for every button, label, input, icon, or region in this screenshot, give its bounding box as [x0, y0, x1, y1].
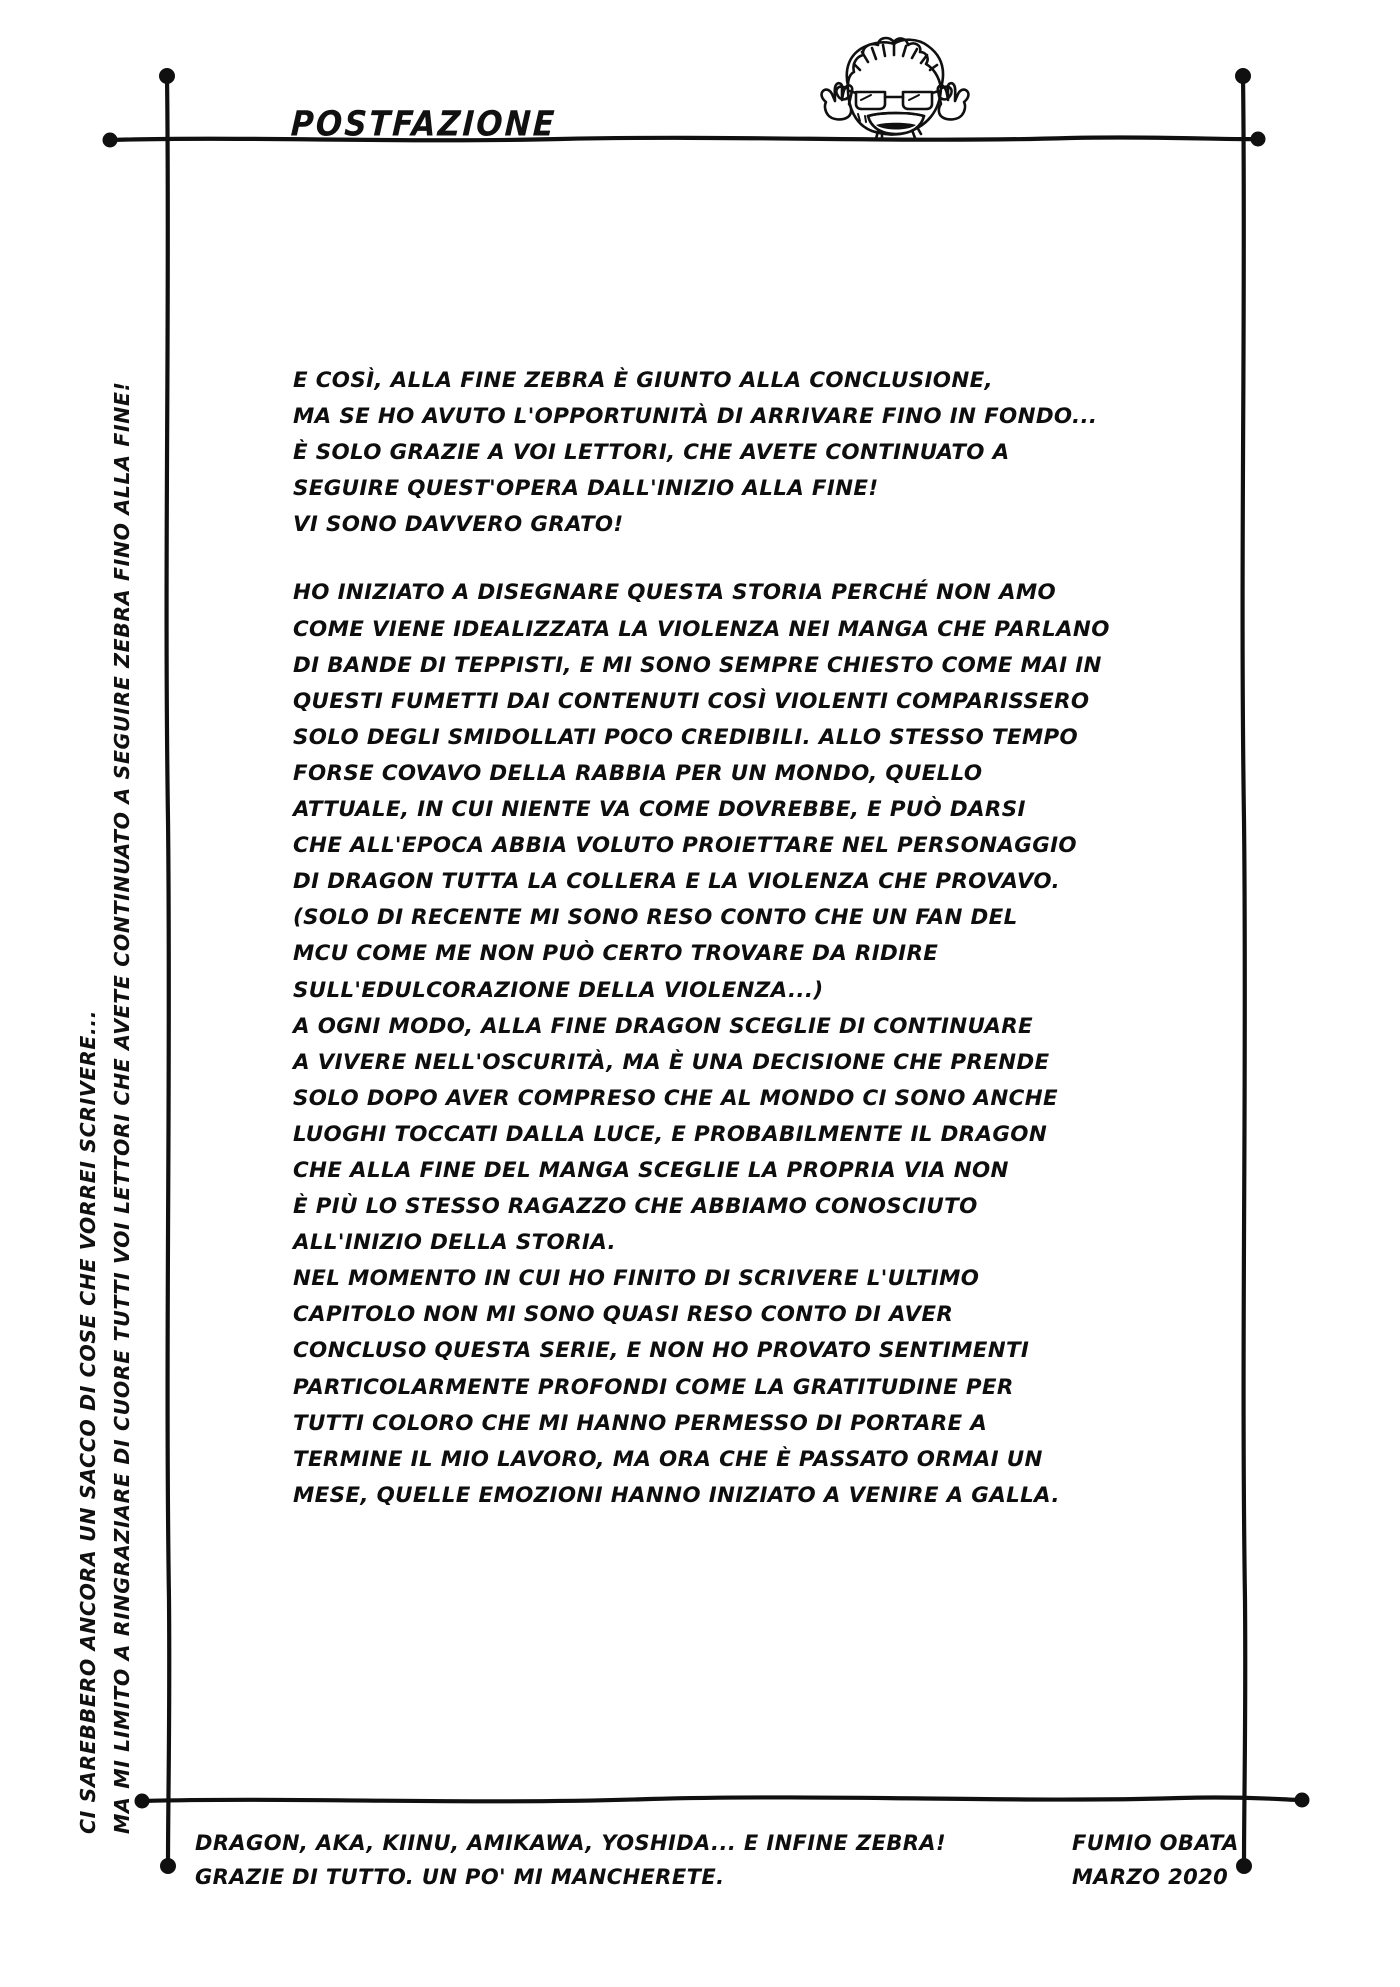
body-line: CONCLUSO QUESTA SERIE, E NON HO PROVATO SENTIMENTI: [293, 1338, 1030, 1364]
body-line: E COSÌ, ALLA FINE ZEBRA È GIUNTO ALLA CONCLUSIONE,: [293, 368, 994, 393]
body-line: A OGNI MODO, ALLA FINE DRAGON SCEGLIE DI CONTINUARE: [293, 1013, 1034, 1039]
body-line: SOLO DEGLI SMIDOLLATI POCO CREDIBILI. ALLO STESSO TEMPO: [293, 724, 1079, 750]
dedication-line-2: GRAZIE DI TUTTO. UN PO' MI MANCHERETE.: [195, 1865, 725, 1889]
body-line: VI SONO DAVVERO GRATO!: [293, 512, 624, 538]
frame-dot-right-bottom: [1237, 1859, 1252, 1874]
paragraph-1: [293, 363, 1193, 543]
body-line: MCU COME ME NON PUÒ CERTO TROVARE DA RIDIRE: [293, 941, 939, 967]
body-line: MESE, QUELLE EMOZIONI HANNO INIZIATO A VENIRE A GALLA.: [293, 1482, 1060, 1508]
body-line: TERMINE IL MIO LAVORO, MA ORA CHE È PASSATO ORMAI UN: [293, 1446, 1043, 1472]
body-line: ATTUALE, IN CUI NIENTE VA COME DOVREBBE, E PUÒ DARSI: [293, 797, 1026, 823]
body-line: CHE ALL'EPOCA ABBIA VOLUTO PROIETTARE NEL PERSONAGGIO: [293, 833, 1077, 859]
frame-dot-bottom-right: [1295, 1793, 1309, 1807]
frame-dot-bottom-left: [135, 1794, 149, 1808]
body-line: DI BANDE DI TEPPISTI, E MI SONO SEMPRE CHIESTO COME MAI IN: [293, 652, 1102, 678]
body-line: SEGUIRE QUEST'OPERA DALL'INIZIO ALLA FINE!: [293, 476, 879, 502]
body-line: SULL'EDULCORAZIONE DELLA VIOLENZA...): [293, 977, 824, 1003]
frame-left-line: [167, 76, 170, 1866]
paragraph-2: [293, 575, 1193, 1513]
body-line: HO INIZIATO A DISEGNARE QUESTA STORIA PERCHÉ NON AMO: [293, 580, 1057, 606]
body-line: ALL'INIZIO DELLA STORIA.: [293, 1230, 617, 1256]
body-line: LUOGHI TOCCATI DALLA LUCE, E PROBABILMENTE IL DRAGON: [293, 1121, 1048, 1147]
body-line: SOLO DOPO AVER COMPRESO CHE AL MONDO CI SONO ANCHE: [293, 1085, 1058, 1111]
body-line: (SOLO DI RECENTE MI SONO RESO CONTO CHE UN FAN DEL: [293, 905, 1018, 931]
footer-signature: [1072, 1826, 1239, 1894]
frame-bottom-line: [142, 1797, 1302, 1801]
signature-author: FUMIO OBATA: [1072, 1831, 1239, 1855]
body-line: TUTTI COLORO CHE MI HANNO PERMESSO DI PORTARE A: [293, 1410, 988, 1436]
body-line: NEL MOMENTO IN CUI HO FINITO DI SCRIVERE L'ULTIMO: [293, 1266, 980, 1292]
frame-dot-right-top: [1236, 69, 1251, 84]
side-note-line-1: CI SAREBBERO ANCORA UN SACCO DI COSE CHE VORREI SCRIVERE...: [76, 1009, 100, 1834]
page-title: POSTFAZIONE: [289, 104, 558, 145]
body-line: DI DRAGON TUTTA LA COLLERA E LA VIOLENZA CHE PROVAVO.: [293, 869, 1060, 895]
frame-dot-top-left: [103, 133, 117, 147]
frame-dot-top-right: [1251, 132, 1265, 146]
body-line: COME VIENE IDEALIZZATA LA VIOLENZA NEI MANGA CHE PARLANO: [293, 616, 1110, 642]
body-line: MA SE HO AVUTO L'OPPORTUNITÀ DI ARRIVARE FINO IN FONDO...: [293, 404, 1098, 430]
body-line: A VIVERE NELL'OSCURITÀ, MA È UNA DECISIONE CHE PRENDE: [293, 1049, 1050, 1075]
signature-date: MARZO 2020: [1072, 1865, 1229, 1889]
footer-dedication: [195, 1826, 946, 1894]
body-line: CAPITOLO NON MI SONO QUASI RESO CONTO DI AVER: [293, 1302, 954, 1328]
body-line: È SOLO GRAZIE A VOI LETTORI, CHE AVETE CONTINUATO A: [293, 440, 1010, 466]
dedication-line-1: DRAGON, AKA, KIINU, AMIKAWA, YOSHIDA... E INFINE ZEBRA!: [195, 1831, 946, 1855]
side-note-line-2: MA MI LIMITO A RINGRAZIARE DI CUORE TUTTI VOI LETTORI CHE AVETE CONTINUATO A SEGUIRE ZEBRA FINO ALLA FINE!: [110, 381, 134, 1834]
body-line: CHE ALLA FINE DEL MANGA SCEGLIE LA PROPRIA VIA NON: [293, 1157, 1009, 1183]
afterword-body: [293, 363, 1193, 1514]
frame-top-line: [110, 137, 1258, 140]
frame-dot-left-top: [160, 69, 175, 84]
author-self-portrait-icon: [790, 28, 1000, 148]
body-line: QUESTI FUMETTI DAI CONTENUTI COSÌ VIOLENTI COMPARISSERO: [293, 688, 1090, 714]
body-line: PARTICOLARMENTE PROFONDI COME LA GRATITUDINE PER: [293, 1374, 1014, 1400]
frame-right-line: [1243, 76, 1246, 1866]
body-line: È PIÙ LO STESSO RAGAZZO CHE ABBIAMO CONOSCIUTO: [293, 1194, 978, 1220]
frame-dot-left-bottom: [161, 1859, 176, 1874]
body-line: FORSE COVAVO DELLA RABBIA PER UN MONDO, QUELLO: [293, 760, 983, 786]
